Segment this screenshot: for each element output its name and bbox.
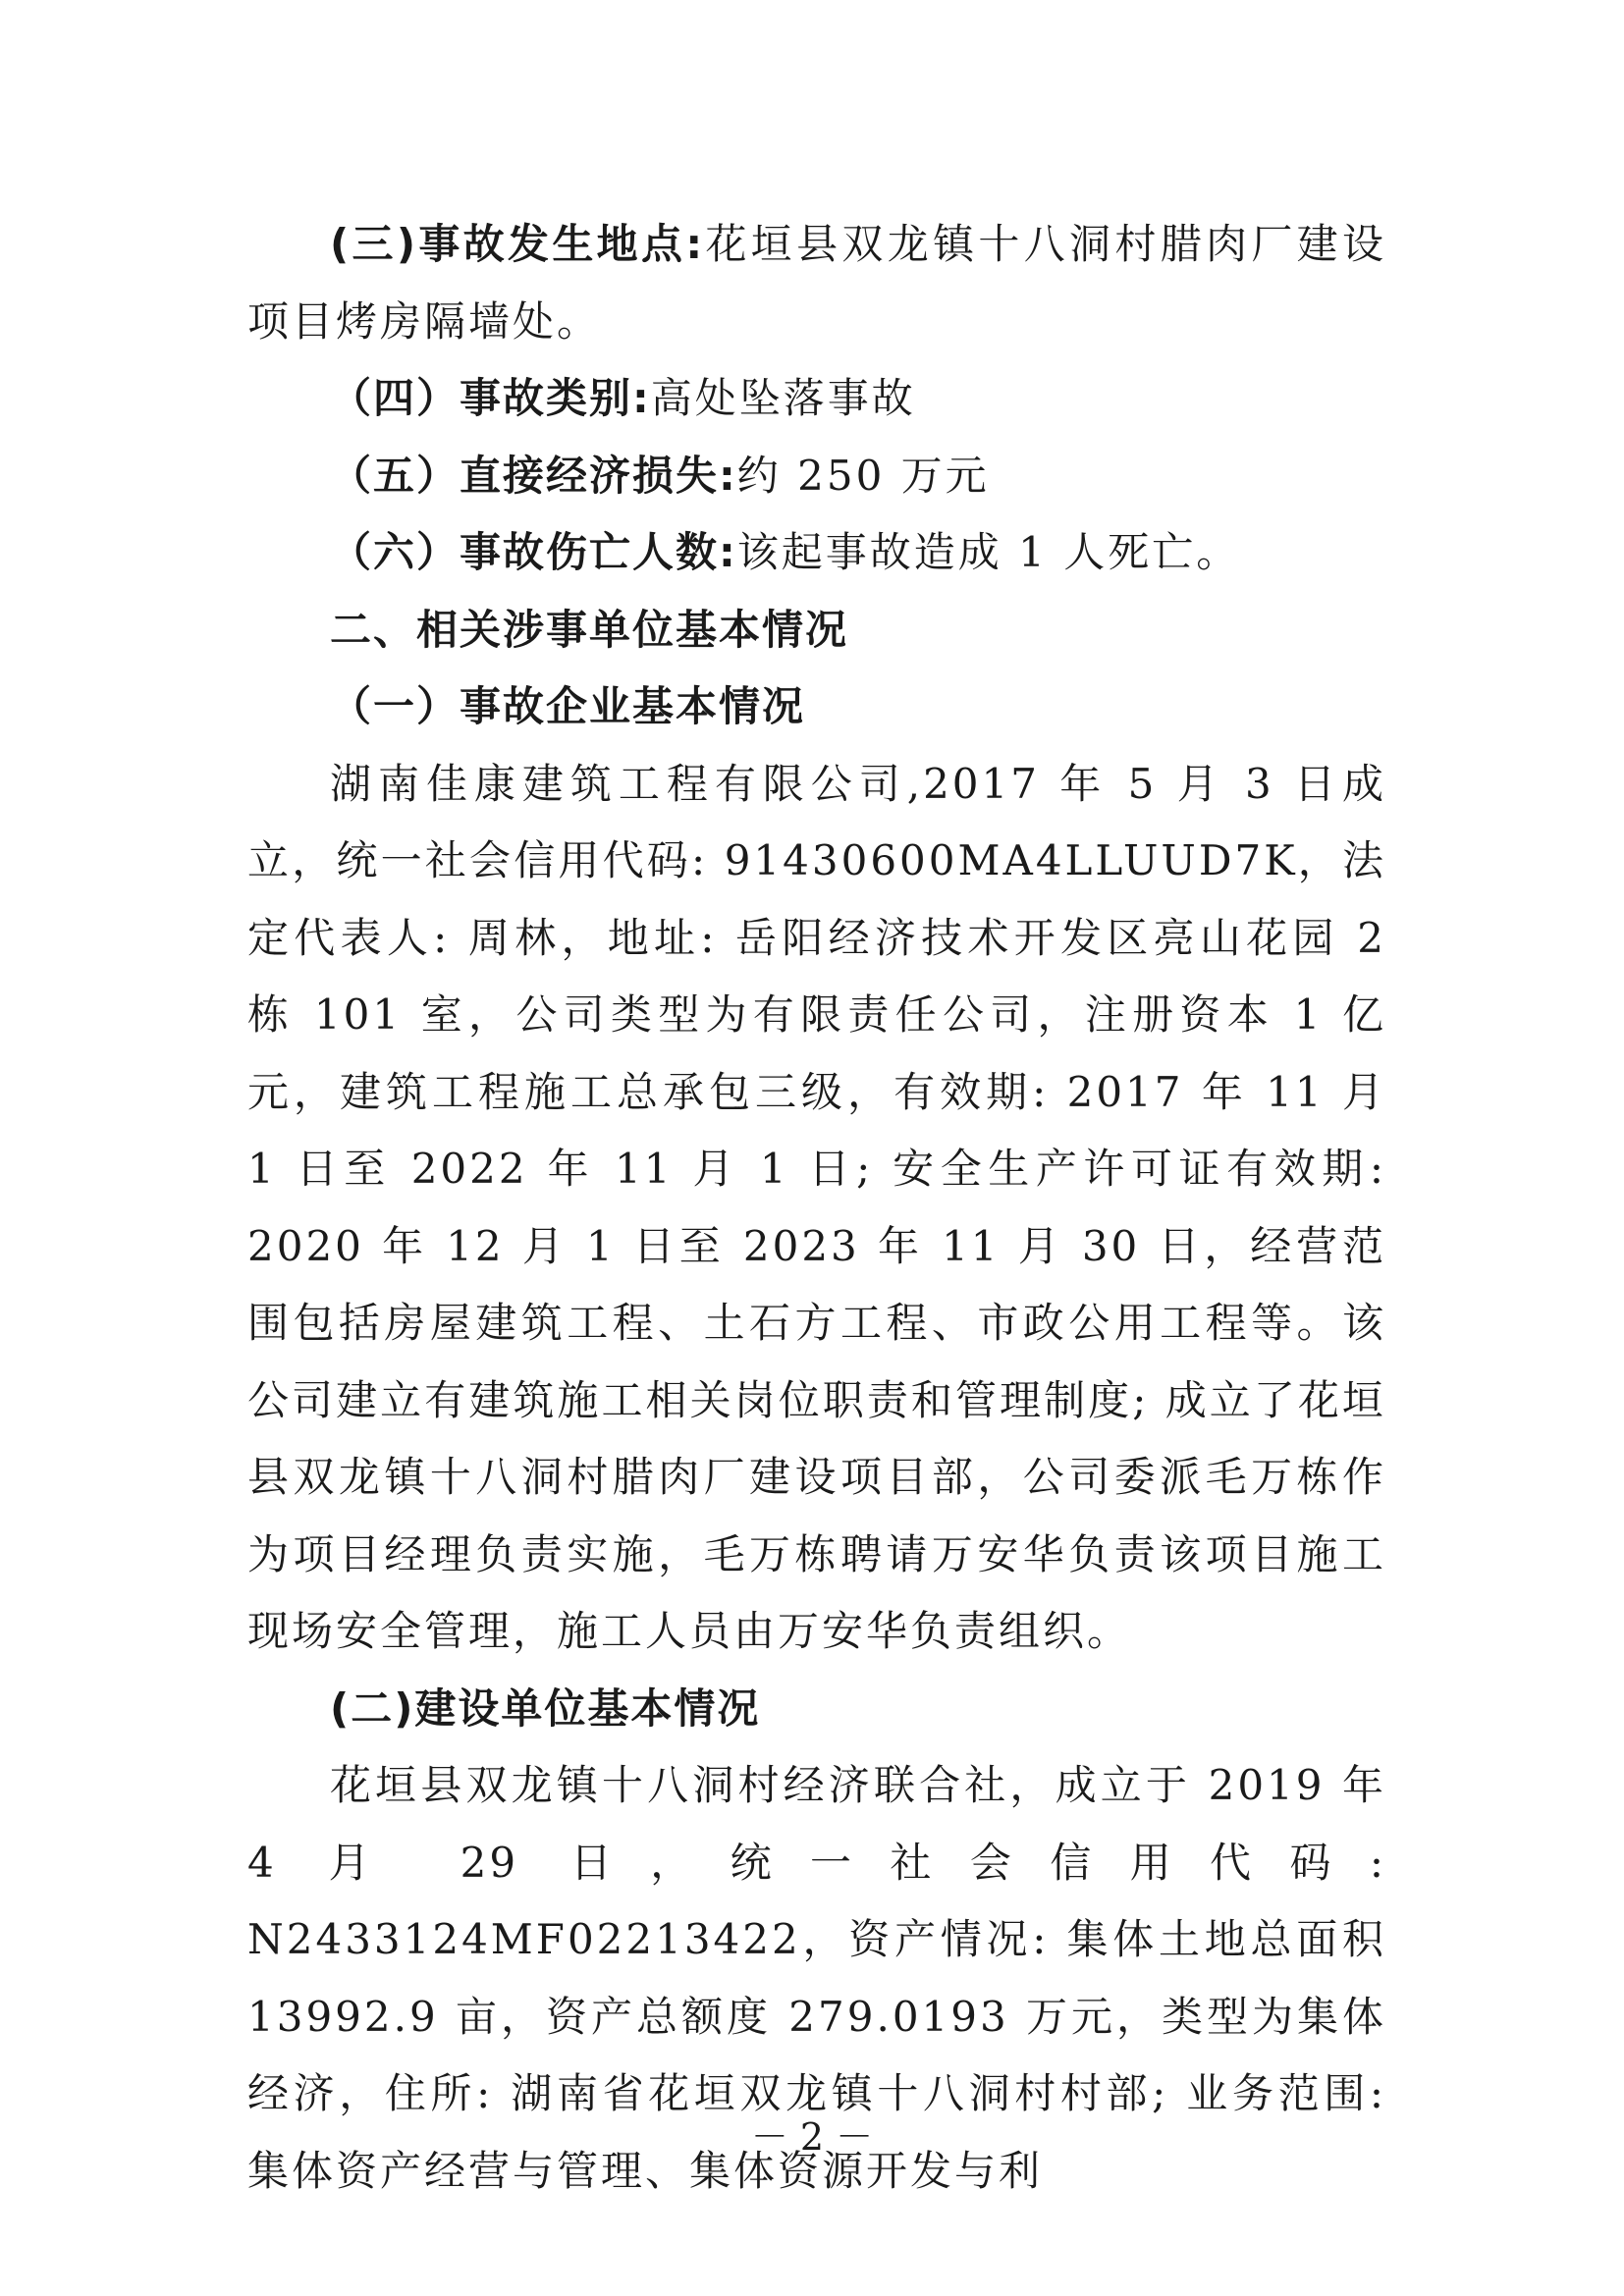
paragraph-economic-loss [247, 438, 1386, 515]
heading-company: （一）事故企业基本情况 [330, 682, 806, 730]
paragraph-casualties [247, 514, 1386, 592]
heading-related-units: 二、相关涉事单位基本情况 [330, 605, 849, 654]
paragraph-accident-location [247, 206, 1386, 360]
heading-construction-unit: (二)建设单位基本情况 [330, 1683, 761, 1733]
heading-accident-location: (三)事故发生地点: [330, 220, 705, 268]
section-heading-related-units [247, 592, 1386, 669]
paragraph-company-info [247, 746, 1386, 1671]
section-heading-company [247, 668, 1386, 746]
page-number: － 2 － [750, 2115, 874, 2159]
body-text [247, 206, 1386, 2210]
heading-accident-category: （四）事故类别: [330, 374, 651, 422]
text-accident-category: 高处坠落事故 [650, 374, 916, 422]
text-construction-unit-info: 花垣县双龙镇十八洞村经济联合社，成立于 2019 年 4 月 29 日，统一社会信用代码: N2433124MF02213422，资产情况: 集体土地总面积 13992.9 亩，资产总额度 279.0193 万元，类型为集体经济，住所: 湖南省花垣双龙镇十八洞村村部; 业务范围: 集体资产经营与管理、集体资源开发与利 [247, 1761, 1386, 2195]
heading-economic-loss: （五）直接经济损失: [330, 451, 737, 500]
text-accident-location: 花垣县双龙镇十八洞村腊肉厂建设项目烤房隔墙处。 [247, 220, 1386, 346]
paragraph-accident-category [247, 360, 1386, 438]
text-company-info: 湖南佳康建筑工程有限公司,2017 年 5 月 3 日成立，统一社会信用代码: 91430600MA4LLUUD7K，法定代表人: 周林，地址: 岳阳经济技术开发区亮山花园 2 栋 101 室，公司类型为有限责任公司，注册资本 1 亿元，建筑工程施工总承包三级，有效期: 2017 年 11 月 1 日至 2022 年 11 月 1 日; 安全生产许可证有效期: 2020 年 12 月 1 日至 2023 年 11 月 30 日，经营范围包括房屋建筑工程、土石方工程、市政公用工程等。该公司建立有建筑施工相关岗位职责和管理制度; 成立了花垣县双龙镇十八洞村腊肉厂建设项目部，公司委派毛万栋作为项目经理负责实施，毛万栋聘请万安华负责该项目施工现场安全管理，施工人员由万安华负责组织。 [247, 759, 1386, 1655]
text-casualties: 该起事故造成 1 人死亡。 [736, 528, 1241, 576]
section-heading-construction-unit [247, 1671, 1386, 1748]
heading-casualties: （六）事故伤亡人数: [330, 528, 737, 576]
text-economic-loss: 约 250 万元 [736, 451, 990, 500]
